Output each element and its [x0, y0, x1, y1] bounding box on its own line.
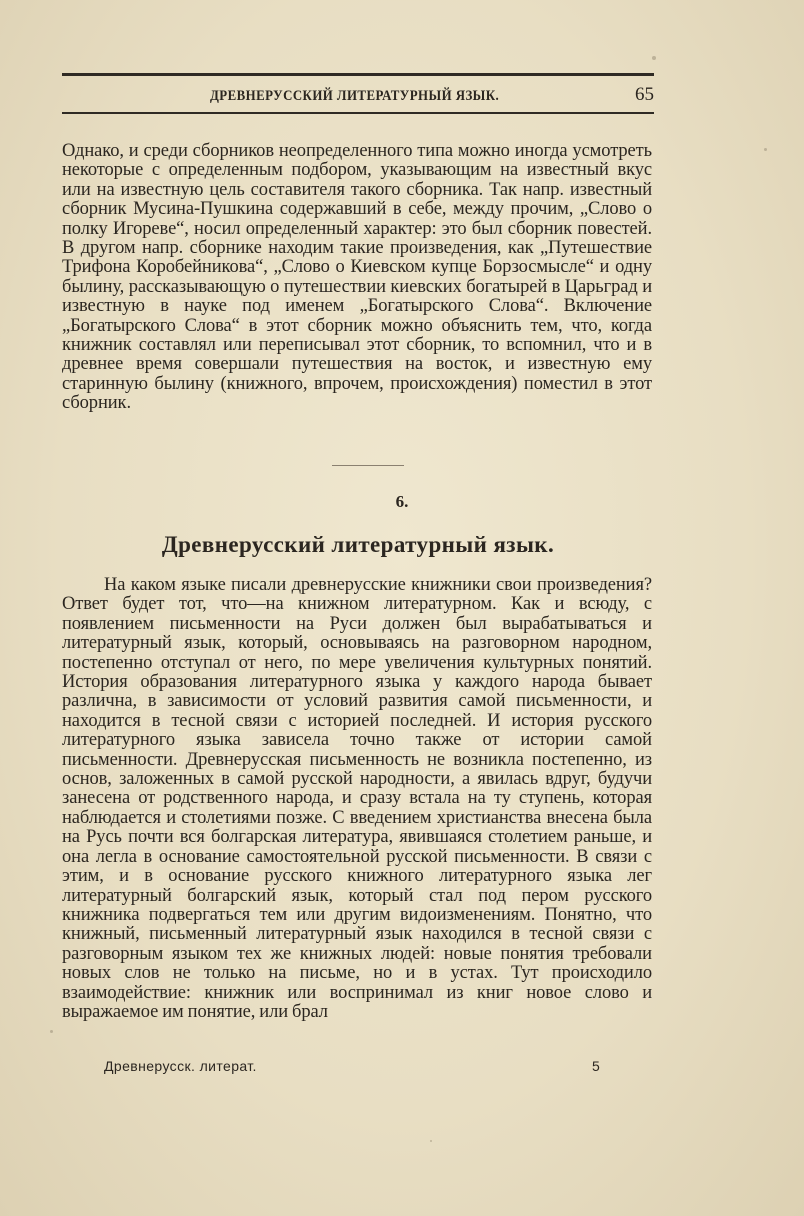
paper-speck: [764, 148, 767, 151]
printer-signature-number: 5: [592, 1058, 600, 1074]
paragraph-1: Однако, и среди сборников неопределенного типа можно иногда усмотреть некоторые с определенным подбором, указывающим на известный вкус или на известную цель составителя такого сборника. Так напр. известный сборник Мусина-Пушкина содержавший в себе, между прочим, „Слово о полку Игореве“, носил определенный характер: это был сборник повестей. В другом напр. сборнике находим такие произведения, как „Путешествие Трифона Коробейникова“, „Слово о Киевском купце Борзосмысле“ и одну былину, рассказывающую о путешествии киевских богатырей в Царьград и известную в науке под именем „Богатырского Слова“. Включение „Богатырского Слова“ в этот сборник можно объяснить тем, что, когда книжник составлял или переписывал этот сборник, то вспомнил, что и в древнее время совершали путешествия на восток, и известную ему старинную былину (книжного, впрочем, происхождения) поместил в этот сборник.: [62, 141, 652, 414]
paper-speck: [652, 56, 656, 60]
paper-speck: [430, 1140, 432, 1142]
section-separator: [332, 465, 404, 466]
section-title: Древнерусский литературный язык.: [161, 532, 555, 557]
paragraph-2: На каком языке писали древнерусские книжники свои произведения? Ответ будет тот, что—на книжном литературном. Как и всюду, с появлением письменности на Руси должен был вырабатываться и литературный язык, который, основываясь на разговорном народном, постепенно отступал от него, по мере увеличения культурных понятий. История образования литературного языка у каждого народа бывает различна, в зависимости от условий развития самой письменности, и находится в тесной связи с историей последней. И история русского литературного языка завиcела точно также от истории самой письменности. Древнерусская письменность не возникла постепенно, из основ, заложенных в самой русской народности, а явилась вдруг, будучи занесена от родственного народа, и сразу встала на ту ступень, которая наблюдается и столетиями позже. С введением христианства внесена была на Русь почти вся болгарская литература, явившаяся столетием раньше, и она легла в основание самостоятельной русской письменности. В связи с этим, и в основание русского книжного литературного языка лег литературный болгарский язык, который стал под пером русского книжника подвергаться тем или другим видоизменениям. Понятно, что книжный, письменный литературный язык находился в тесной связи с разговорным языком тех же книжных людей: новые понятия требовали новых слов не только на письме, но и в устах. Тут происходило взаимодействие: книжник или воспринимал из книг новое слово и выражаемое им понятие, или брал: [62, 575, 652, 1022]
page-number: 65: [635, 84, 654, 105]
header-rule-top: [62, 73, 654, 76]
paper-speck: [50, 1030, 53, 1033]
section-number: 6.: [395, 492, 409, 511]
printer-signature: Древнерусск. литерат.: [104, 1058, 257, 1074]
running-title: ДРЕВНЕРУССКИЙ ЛИТЕРАТУРНЫЙ ЯЗЫК.: [210, 88, 500, 104]
header-rule-bottom: [62, 112, 654, 114]
